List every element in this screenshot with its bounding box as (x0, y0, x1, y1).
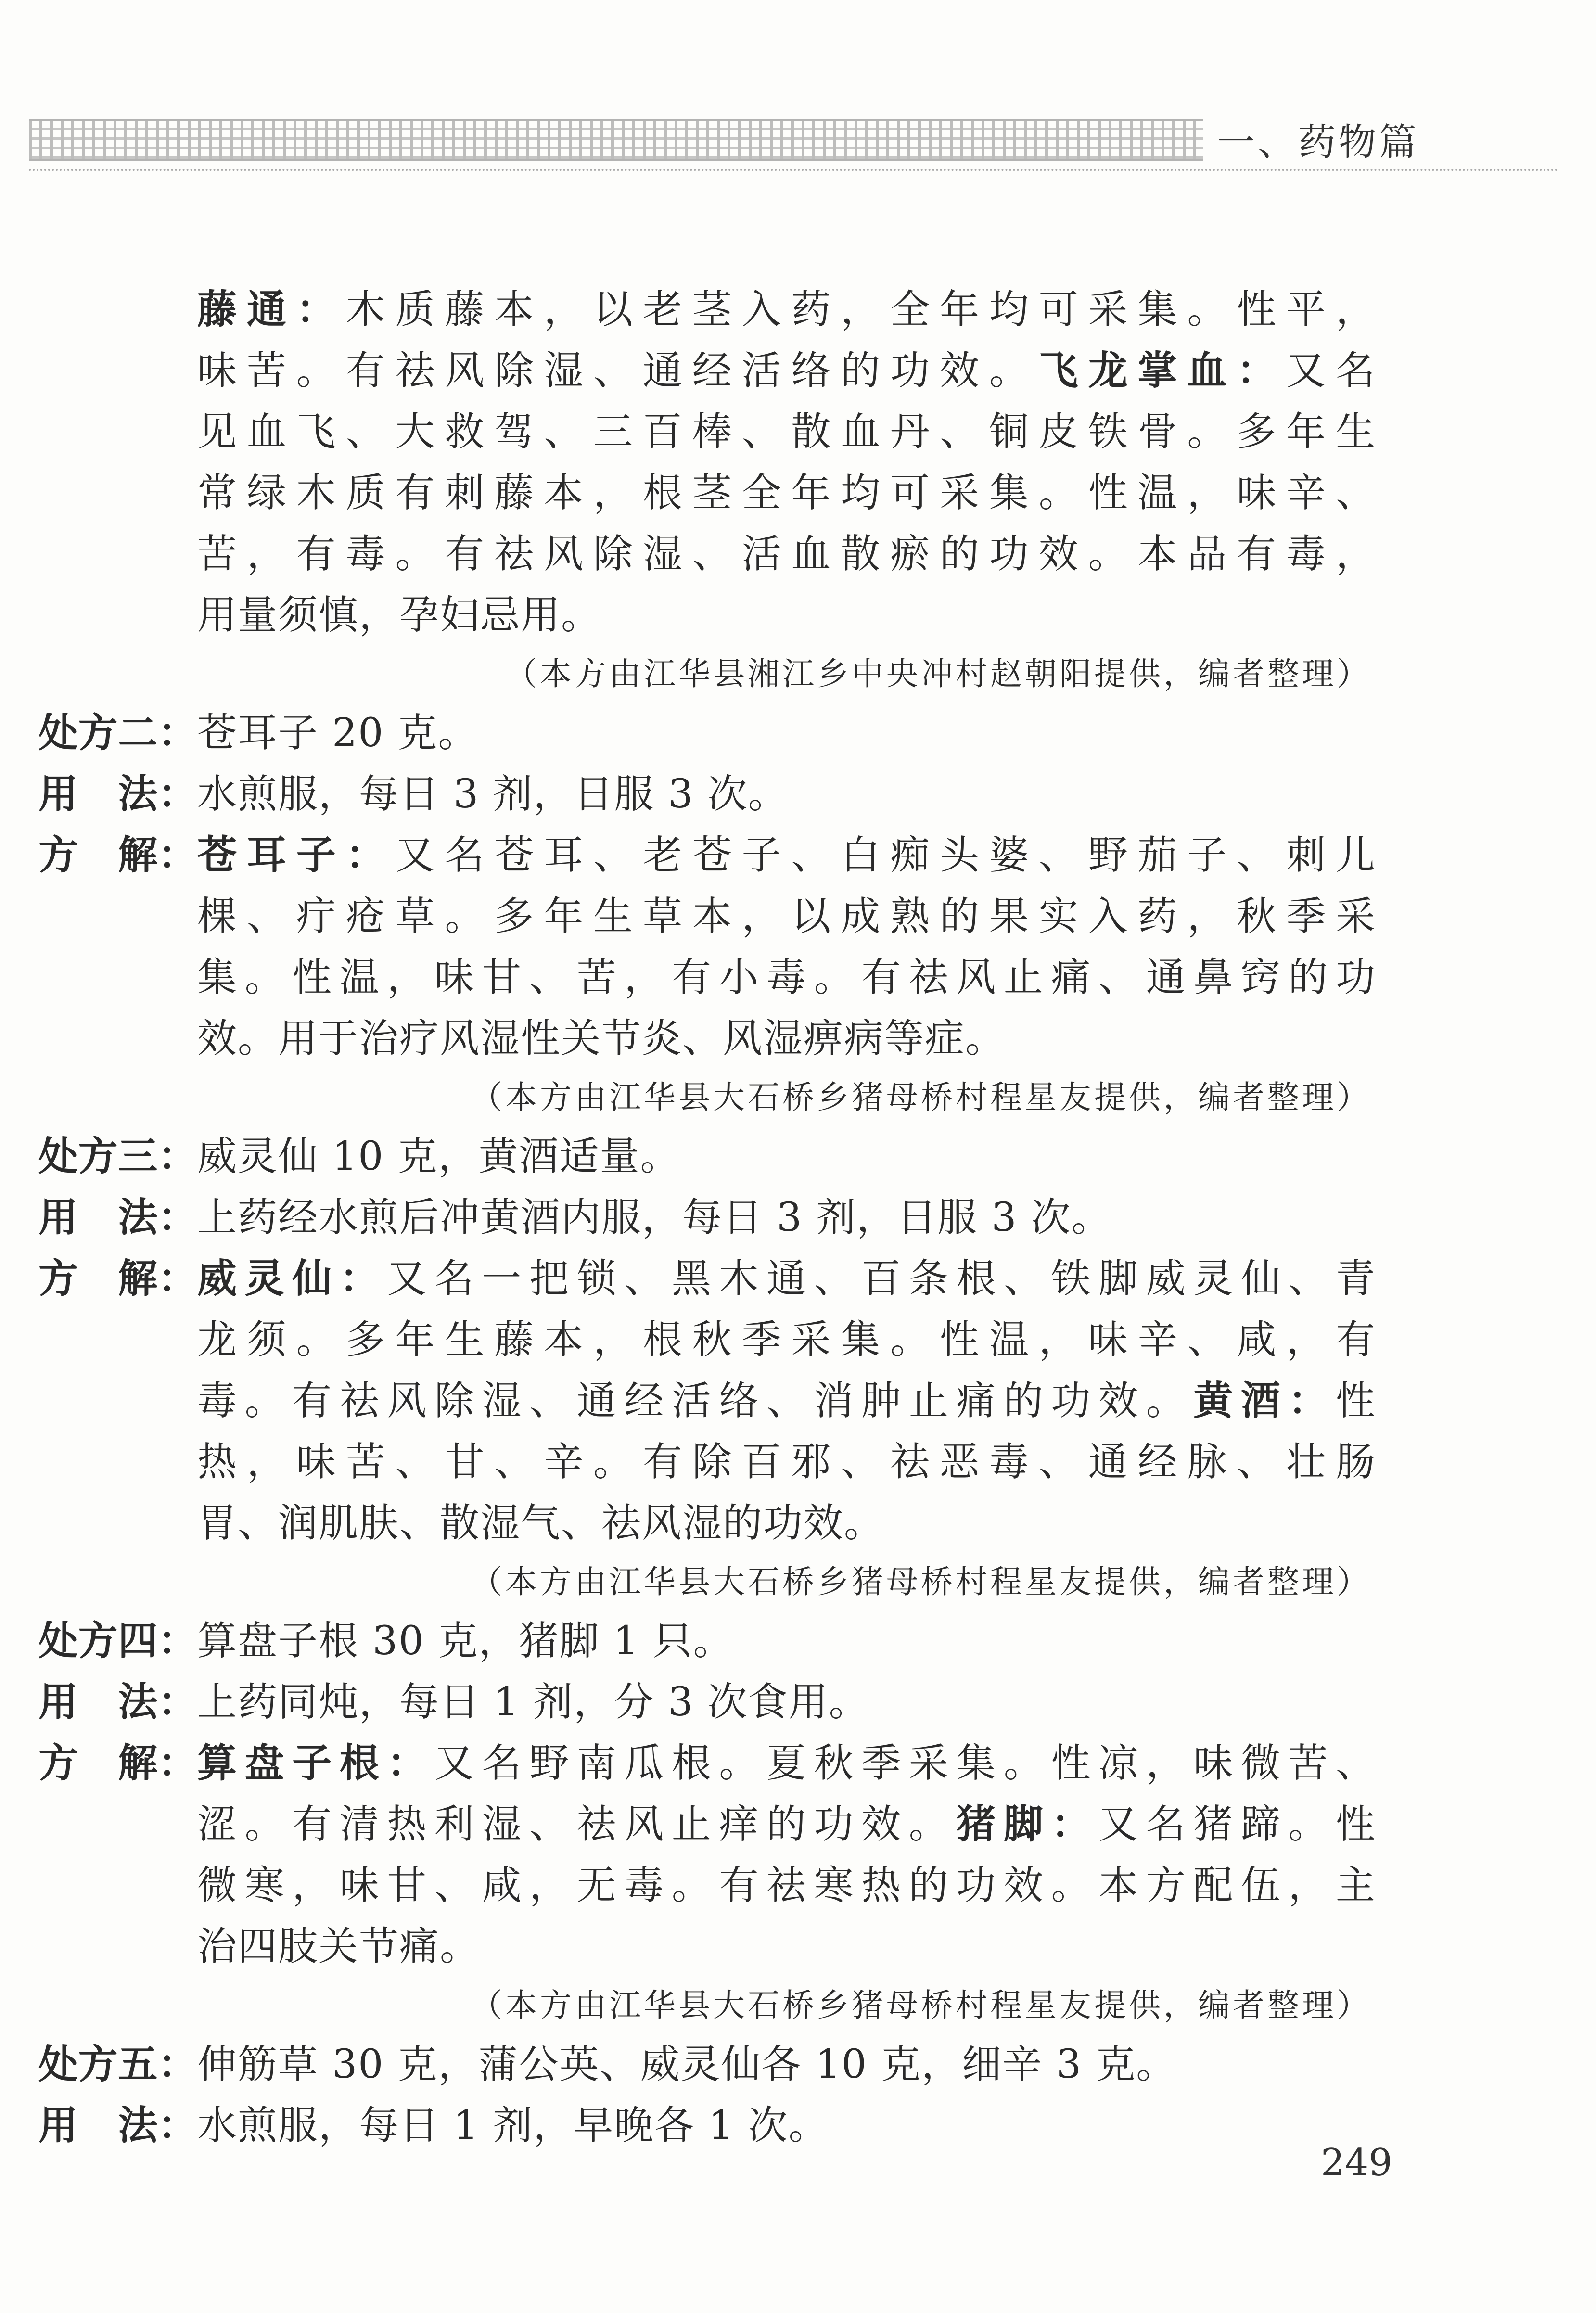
usage-text: 上药经水煎后冲黄酒内服，每日 3 剂，日服 3 次。 (197, 1195, 1112, 1240)
body-line: 治四肢关节痛。 (197, 1924, 481, 1969)
usage-text: 上药同炖，每日 1 剂，分 3 次食用。 (197, 1679, 869, 1725)
prescription-text: 伸筋草 30 克，蒲公英、威灵仙各 10 克，细辛 3 克。 (197, 2042, 1177, 2087)
body-text: 又名 (1286, 348, 1376, 394)
body-line (197, 1794, 1376, 1855)
page-body (38, 279, 1376, 2156)
explanation-3 (38, 1248, 1376, 1309)
body-line (197, 340, 1376, 401)
body-line: 集。性温，味甘、苦，有小毒。有祛风止痛、通鼻窍的功 (197, 955, 1376, 1000)
source-note: （本方由江华县大石桥乡猪母桥村程星友提供，编者整理） (471, 1563, 1371, 1600)
body-text: 性 (1335, 1378, 1376, 1424)
herb-name: 藤通： (197, 286, 346, 332)
body-line (197, 1370, 1376, 1431)
body-line: 见血飞、大救驾、三百棒、散血丹、铜皮铁骨。多年生 (197, 409, 1376, 455)
prescription-label: 处方四： (38, 1618, 197, 1664)
body-line (197, 1733, 1376, 1794)
prescription-label: 处方五： (38, 2041, 197, 2087)
prescription-label: 处方二： (38, 710, 197, 756)
usage-3 (38, 1187, 1376, 1248)
body-line: 用量须慎，孕妇忌用。 (197, 592, 602, 638)
explanation-label: 方 解： (38, 1255, 197, 1302)
source-note: （本方由江华县大石桥乡猪母桥村程星友提供，编者整理） (471, 1987, 1371, 2024)
header-ornament-band (29, 119, 1203, 161)
herb-name: 猪脚： (956, 1801, 1099, 1847)
body-line: 龙须。多年生藤本，根秋季采集。性温，味辛、咸，有 (197, 1317, 1376, 1363)
explanation-label: 方 解： (38, 832, 197, 878)
running-header (29, 108, 1559, 176)
usage-4 (38, 1672, 1376, 1733)
usage-text: 水煎服，每日 1 剂，早晚各 1 次。 (197, 2103, 829, 2148)
page-number: 249 (1321, 2141, 1392, 2185)
usage-label: 用 法： (38, 2102, 197, 2148)
herb-name: 苍耳子： (197, 832, 396, 878)
source-note: （本方由江华县大石桥乡猪母桥村程星友提供，编者整理） (471, 1079, 1371, 1116)
herb-name: 算盘子根： (197, 1740, 434, 1786)
body-text: 又名苍耳、老苍子、白痴头婆、野茄子、刺儿 (395, 832, 1376, 878)
explanation-label: 方 解： (38, 1740, 197, 1786)
usage-2 (38, 764, 1376, 825)
usage-5 (38, 2095, 1376, 2156)
body-text: 味苦。有祛风除湿、通经活络的功效。 (197, 348, 1039, 394)
body-text: 木质藤本，以老茎入药，全年均可采集。性平， (345, 287, 1376, 332)
usage-label: 用 法： (38, 1679, 197, 1725)
prescription-5 (38, 2034, 1376, 2095)
body-line (197, 1248, 1376, 1309)
body-line: 苦，有毒。有祛风除湿、活血散瘀的功效。本品有毒， (197, 531, 1376, 577)
body-text: 毒。有祛风除湿、通经活络、消肿止痛的功效。 (197, 1378, 1194, 1424)
prescription-text: 威灵仙 10 克，黄酒适量。 (197, 1134, 681, 1179)
usage-text: 水煎服，每日 3 剂，日服 3 次。 (197, 771, 789, 817)
body-line: 常绿木质有刺藤本，根茎全年均可采集。性温，味辛、 (197, 470, 1376, 516)
prescription-4 (38, 1610, 1376, 1672)
herb-name: 黄酒： (1193, 1378, 1336, 1424)
prescription-label: 处方三： (38, 1133, 197, 1179)
source-note: （本方由江华县湘江乡中央冲村赵朝阳提供，编者整理） (505, 655, 1371, 692)
body-text: 又名猪蹄。性 (1098, 1802, 1376, 1847)
usage-label: 用 法： (38, 771, 197, 817)
explanation-2 (38, 825, 1376, 886)
body-text: 又名一把锁、黑木通、百条根、铁脚威灵仙、青 (387, 1256, 1376, 1302)
body-text: 又名野南瓜根。夏秋季采集。性凉，味微苦、 (434, 1740, 1376, 1786)
body-line: 效。用于治疗风湿性关节炎、风湿痹病等症。 (197, 1016, 1006, 1061)
header-rule (29, 167, 1559, 171)
body-line: 微寒，味甘、咸，无毒。有祛寒热的功效。本方配伍，主 (197, 1863, 1376, 1908)
prescription-2 (38, 703, 1376, 764)
body-line: 棵、疔疮草。多年生草本，以成熟的果实入药，秋季采 (197, 894, 1376, 939)
prescription-text: 算盘子根 30 克，猪脚 1 只。 (197, 1618, 734, 1664)
prescription-3 (38, 1126, 1376, 1187)
body-line (197, 825, 1376, 886)
explanation-4 (38, 1733, 1376, 1794)
usage-label: 用 法： (38, 1194, 197, 1240)
body-line (197, 279, 1376, 340)
body-line: 热，味苦、甘、辛。有除百邪、祛恶毒、通经脉、壮肠 (197, 1439, 1376, 1485)
prescription-text: 苍耳子 20 克。 (197, 710, 479, 756)
herb-name: 威灵仙： (197, 1255, 387, 1302)
section-title: 一、药物篇 (1217, 121, 1420, 164)
body-text: 涩。有清热利湿、祛风止痒的功效。 (197, 1802, 957, 1847)
herb-name: 飞龙掌血： (1038, 347, 1287, 394)
body-line: 胃、润肌肤、散湿气、祛风湿的功效。 (197, 1500, 885, 1546)
